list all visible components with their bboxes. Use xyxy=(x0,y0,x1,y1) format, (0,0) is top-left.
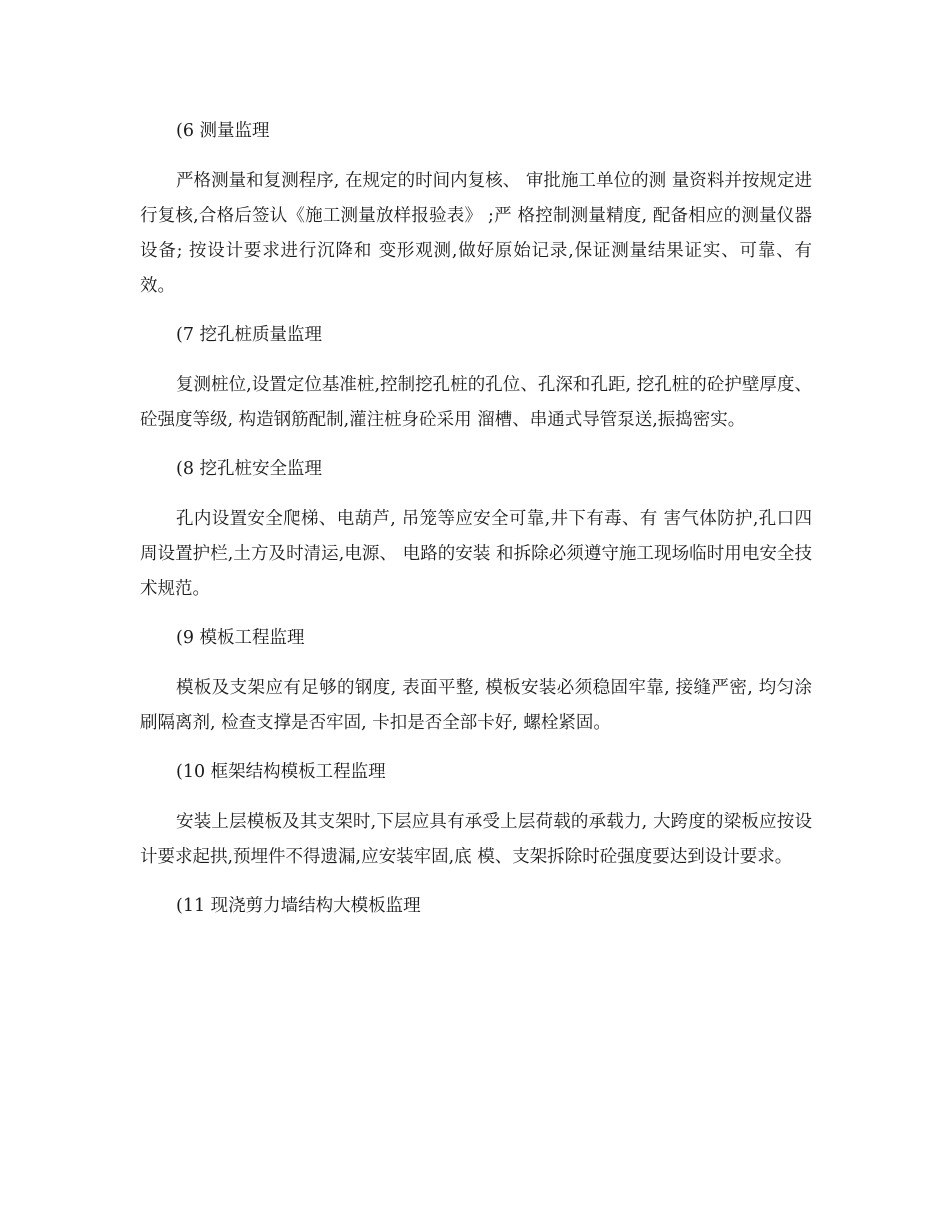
section-heading-7: (7 挖孔桩质量监理 xyxy=(176,325,323,345)
section-paragraph-6: 严格测量和复测程序, 在规定的时间内复核、 审批施工单位的测 量资料并按规定进行复核,合格后签认《施工测量放样报验表》 ;严 格控制测量精度, 配备相应的测量仪器设备; 按设计要求进行沉降和 变形观测,做好原始记录,保证测量结果证实、可靠、有效。 xyxy=(140,171,812,296)
section-paragraph-8: 孔内设置安全爬梯、电葫芦, 吊笼等应安全可靠,井下有毒、有 害气体防护,孔口四周设置护栏,土方及时清运,电源、 电路的安装 和拆除必须遵守施工现场临时用电安全技术规范。 xyxy=(140,509,812,599)
section-heading-8: (8 挖孔桩安全监理 xyxy=(176,459,323,479)
section-heading-10: (10 框架结构模板工程监理 xyxy=(176,762,386,782)
document-body xyxy=(140,116,812,921)
section-heading-9: (9 模板工程监理 xyxy=(176,628,305,648)
section-paragraph-7: 复测桩位,设置定位基准桩,控制挖孔桩的孔位、孔深和孔距, 挖孔桩的砼护壁厚度、 砼强度等级, 构造钢筋配制,灌注桩身砼采用 溜槽、串通式导管泵送,振捣密实。 xyxy=(140,375,812,430)
section-heading-11: (11 现浇剪力墙结构大模板监理 xyxy=(176,896,421,916)
section-paragraph-9: 模板及支架应有足够的钢度, 表面平整, 模板安装必须稳固牢靠, 接缝严密, 均匀涂刷隔离剂, 检查支撑是否牢固, 卡扣是否全部卡好, 螺栓紧固。 xyxy=(140,678,812,733)
section-heading-6: (6 测量监理 xyxy=(176,121,270,141)
section-paragraph-10: 安装上层模板及其支架时,下层应具有承受上层荷载的承载力, 大跨度的梁板应按设计要求起拱,预埋件不得遗漏,应安装牢固,底 模、支架拆除时砼强度要达到设计要求。 xyxy=(140,812,812,867)
